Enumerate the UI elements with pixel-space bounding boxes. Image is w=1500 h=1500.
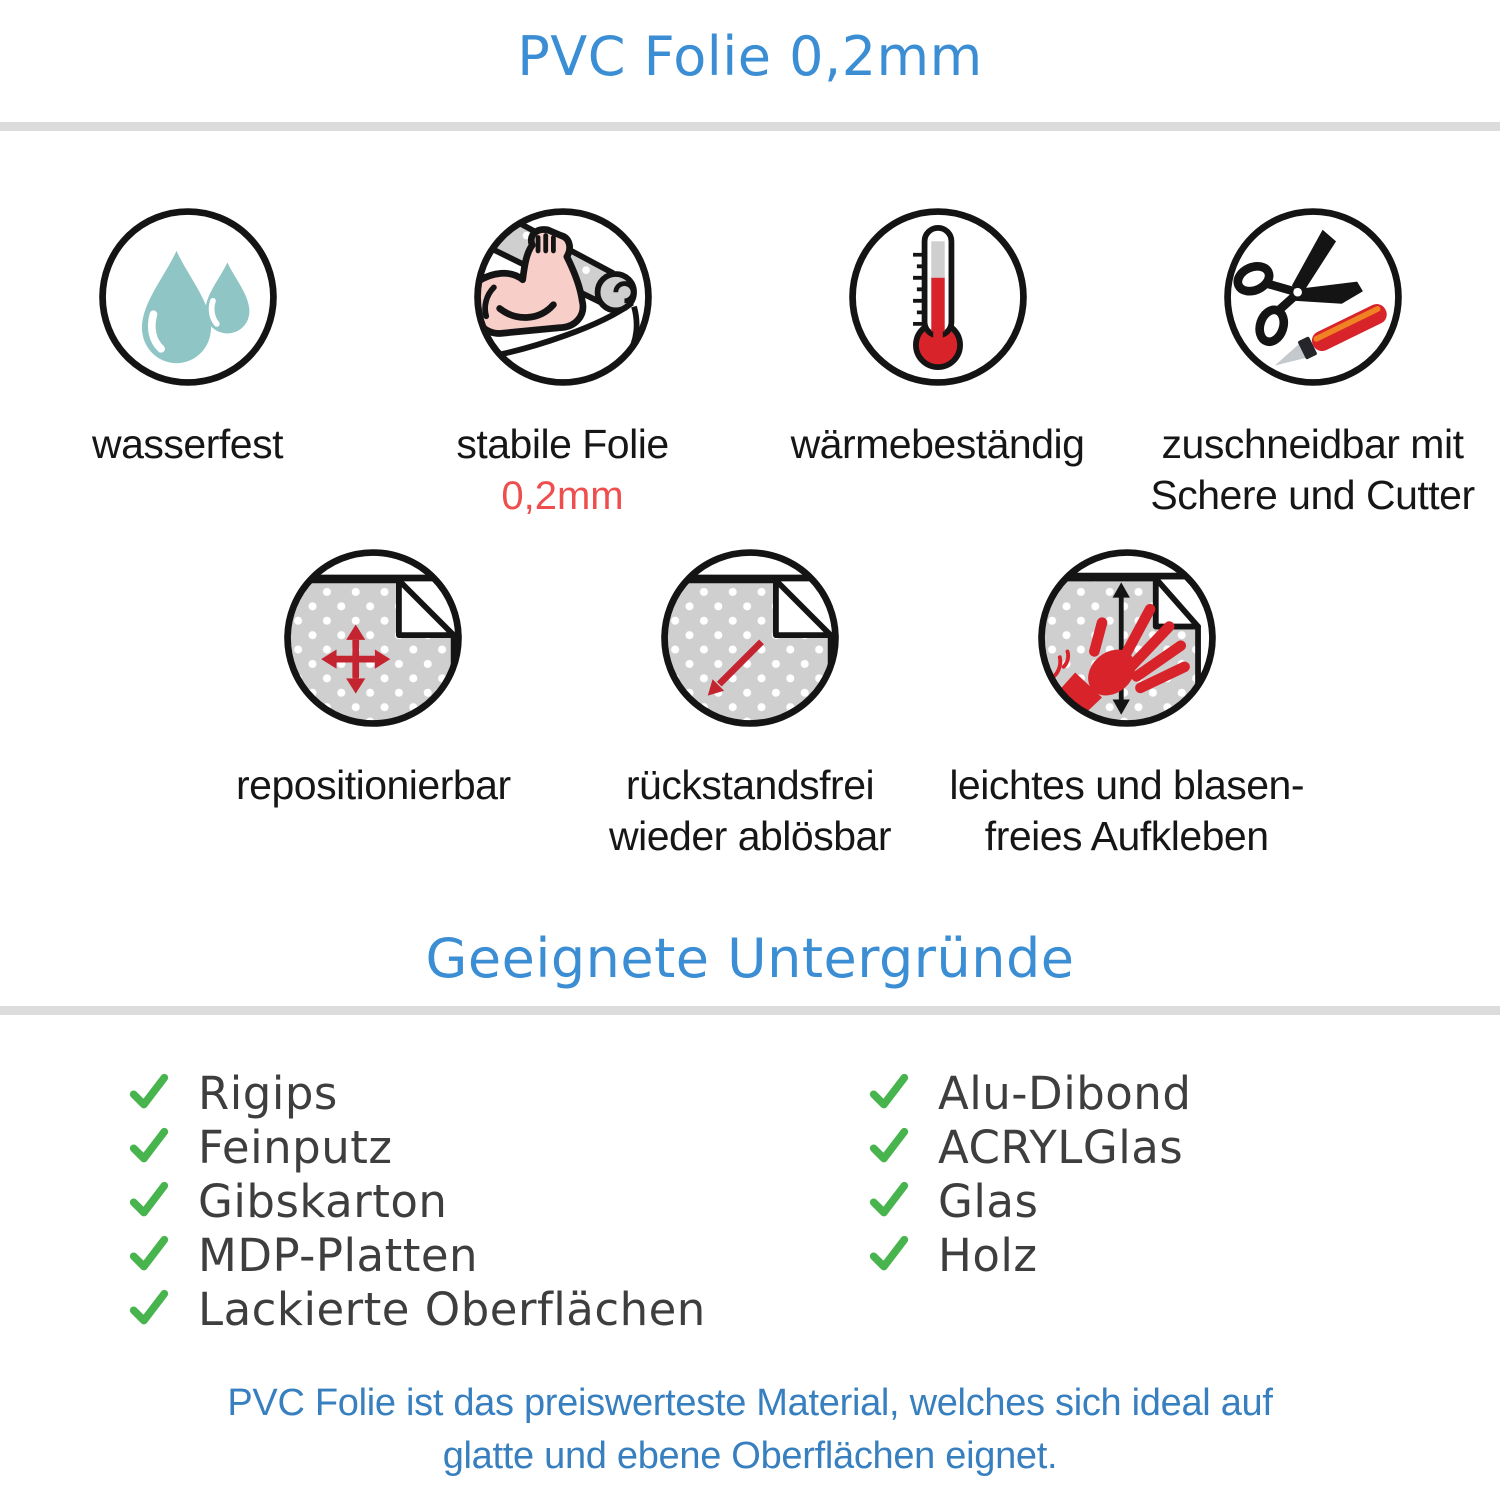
feature-label: wasserfest bbox=[92, 421, 283, 468]
feature-label: repositionierbar bbox=[236, 761, 511, 808]
feature-stable-foil bbox=[375, 201, 750, 522]
divider-middle bbox=[0, 1006, 1500, 1015]
list-item: Holz bbox=[866, 1231, 1191, 1279]
checkmark-icon bbox=[126, 1178, 172, 1224]
list-item: Lackierte Oberflächen bbox=[126, 1285, 706, 1333]
feature-label: zuschneidbar mit Schere und Cutter bbox=[1150, 421, 1475, 519]
feature-label: stabile Folie bbox=[456, 421, 669, 468]
list-item: MDP-Platten bbox=[126, 1231, 706, 1279]
footer-note: PVC Folie ist das preiswerteste Material, welches sich ideal auf glatte und ebene Oberflächen eignet. bbox=[227, 1382, 1273, 1478]
checkmark-icon bbox=[126, 1232, 172, 1278]
checkmark-icon bbox=[126, 1124, 172, 1170]
subsurfaces-title: Geeignete Untergründe bbox=[425, 927, 1075, 991]
checkmark-icon bbox=[866, 1232, 912, 1278]
thermometer-icon bbox=[842, 201, 1034, 393]
foil-peel-arrow-icon bbox=[654, 542, 846, 734]
feature-label: leichtes und blasen- freies Aufkleben bbox=[949, 761, 1305, 859]
foil-move-arrows-icon bbox=[277, 542, 469, 734]
water-drops-icon bbox=[92, 201, 284, 393]
feature-waterproof bbox=[0, 201, 375, 522]
page-title: PVC Folie 0,2mm bbox=[517, 25, 983, 88]
list-item: ACRYLGlas bbox=[866, 1123, 1191, 1171]
feature-repositionable bbox=[185, 542, 562, 863]
scissors-cutter-icon bbox=[1217, 201, 1409, 393]
checkmark-icon bbox=[866, 1124, 912, 1170]
list-item: Alu-Dibond bbox=[866, 1069, 1191, 1117]
checkmark-icon bbox=[866, 1178, 912, 1224]
feature-bubble-free bbox=[938, 542, 1315, 863]
foil-hand-press-icon bbox=[1031, 542, 1223, 734]
feature-heat-resistant bbox=[750, 201, 1125, 522]
checkmark-icon bbox=[866, 1070, 912, 1116]
checkmark-icon bbox=[126, 1070, 172, 1116]
checklist-left-column bbox=[126, 1066, 706, 1339]
features-row-1 bbox=[0, 201, 1500, 522]
muscle-arm-foil-icon bbox=[467, 201, 659, 393]
list-item: Rigips bbox=[126, 1069, 706, 1117]
list-item: Glas bbox=[866, 1177, 1191, 1225]
feature-removable bbox=[562, 542, 939, 863]
subsurfaces-checklist bbox=[0, 1066, 1500, 1339]
list-item: Feinputz bbox=[126, 1123, 706, 1171]
feature-cuttable bbox=[1125, 201, 1500, 522]
thickness-highlight: 0,2mm bbox=[501, 474, 624, 519]
features-row-2 bbox=[185, 542, 1315, 863]
feature-label: wärmebeständig bbox=[790, 421, 1085, 468]
checklist-right-column bbox=[866, 1066, 1192, 1339]
divider-top bbox=[0, 122, 1500, 131]
list-item: Gibskarton bbox=[126, 1177, 706, 1225]
checkmark-icon bbox=[126, 1286, 172, 1332]
feature-label: rückstandsfrei wieder ablösbar bbox=[609, 761, 891, 859]
